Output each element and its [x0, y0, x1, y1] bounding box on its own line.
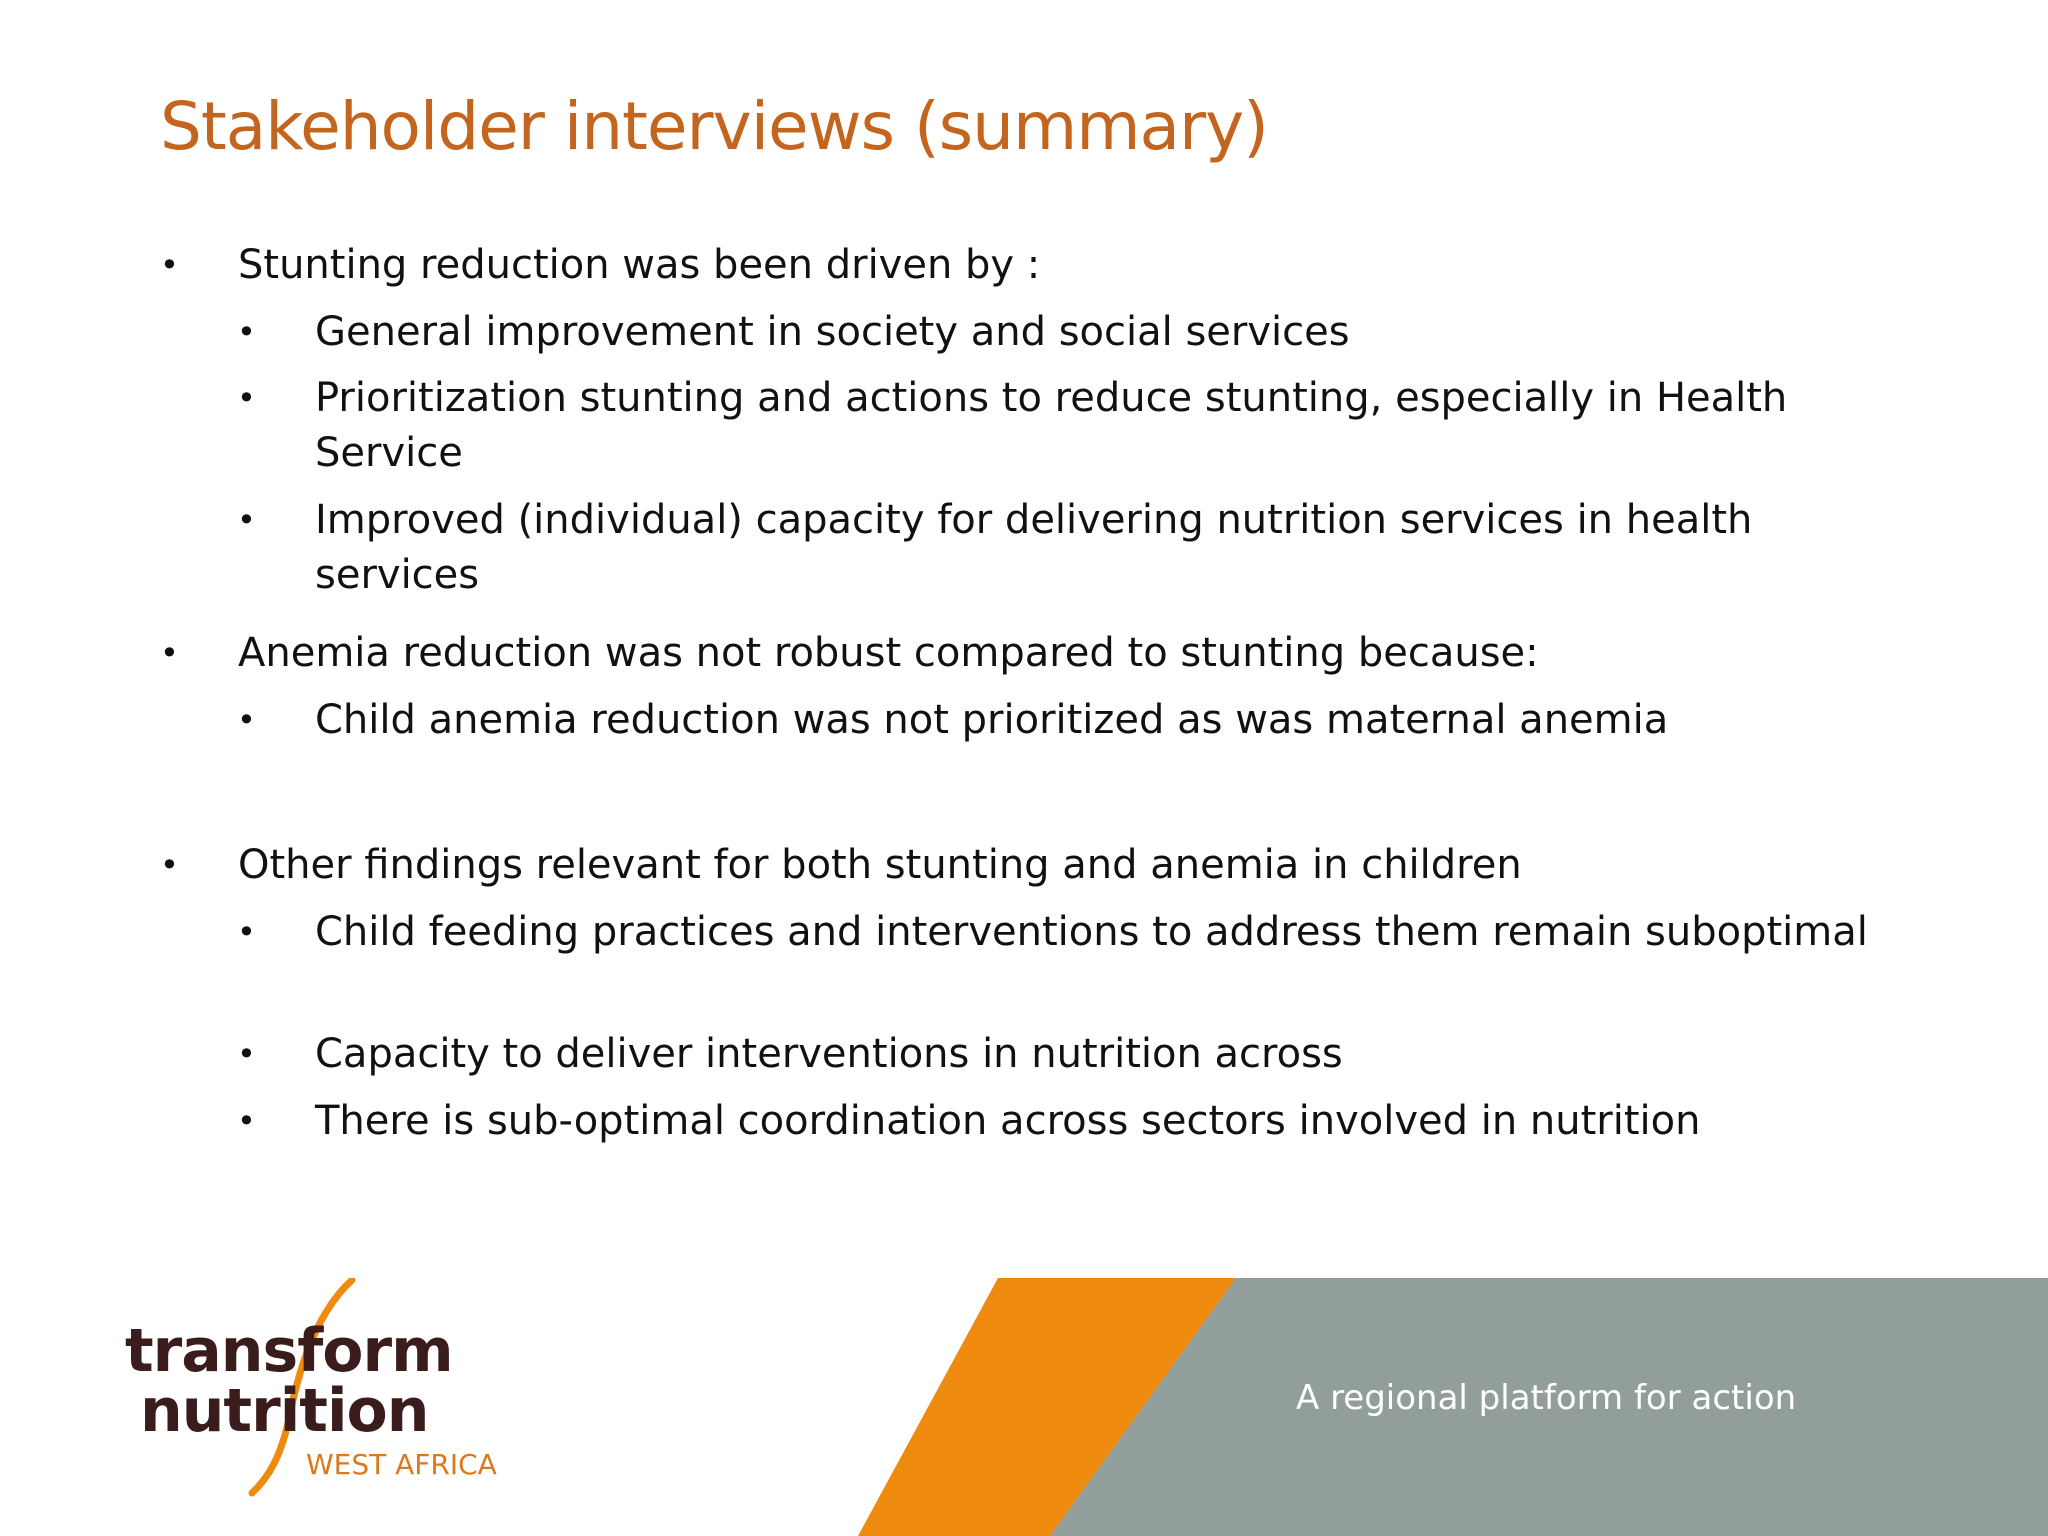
bullet-text: Anemia reduction was not robust compared to stunting because:: [238, 630, 1539, 676]
bullet-text: There is sub-optimal coordination across sectors involved in nutrition: [315, 1098, 1701, 1144]
bullet-text: Child feeding practices and interventions to address them remain suboptimal: [315, 909, 1868, 955]
bullet-dot: •: [160, 846, 179, 884]
bullet-dot: •: [237, 1035, 256, 1073]
sub-bullet-item: [237, 693, 1885, 748]
bullet-dot: •: [237, 379, 256, 417]
bullet-text: Stunting reduction was been driven by :: [238, 242, 1041, 288]
bullet-item: [160, 238, 1878, 293]
bullet-text: General improvement in society and social services: [315, 309, 1350, 355]
sub-bullet-item: [237, 305, 1885, 360]
bullet-item: [160, 626, 1878, 681]
bullet-dot: •: [237, 701, 256, 739]
bullet-dot: •: [237, 1102, 256, 1140]
bullet-dot: •: [237, 913, 256, 951]
logo-region: WEST AFRICA: [306, 1448, 497, 1481]
bullet-dot: •: [237, 501, 256, 539]
footer-tagline: A regional platform for action: [1296, 1378, 1797, 1418]
logo-word-transform: transform: [125, 1316, 453, 1386]
slide-title: Stakeholder interviews (summary): [160, 88, 1268, 165]
sub-bullet-item: [237, 493, 1885, 603]
logo-word-nutrition: nutrition: [140, 1376, 429, 1446]
sub-bullet-item: [237, 371, 1885, 481]
bullet-text: Child anemia reduction was not prioritized as was maternal anemia: [315, 697, 1669, 743]
bullet-dot: •: [237, 313, 256, 351]
bullet-item: [160, 838, 1878, 893]
transform-nutrition-logo: [120, 1278, 520, 1498]
bullet-text: Improved (individual) capacity for delivering nutrition services in health services: [315, 497, 1753, 598]
sub-bullet-item: [237, 905, 1885, 960]
bullet-text: Prioritization stunting and actions to reduce stunting, especially in Health Service: [315, 375, 1788, 476]
bullet-text: Capacity to deliver interventions in nutrition across: [315, 1031, 1343, 1077]
bullet-dot: •: [160, 634, 179, 672]
sub-bullet-item: [237, 1094, 1885, 1149]
sub-bullet-item: [237, 1027, 1885, 1082]
bullet-dot: •: [160, 246, 179, 284]
bullet-text: Other findings relevant for both stunting and anemia in children: [238, 842, 1522, 888]
